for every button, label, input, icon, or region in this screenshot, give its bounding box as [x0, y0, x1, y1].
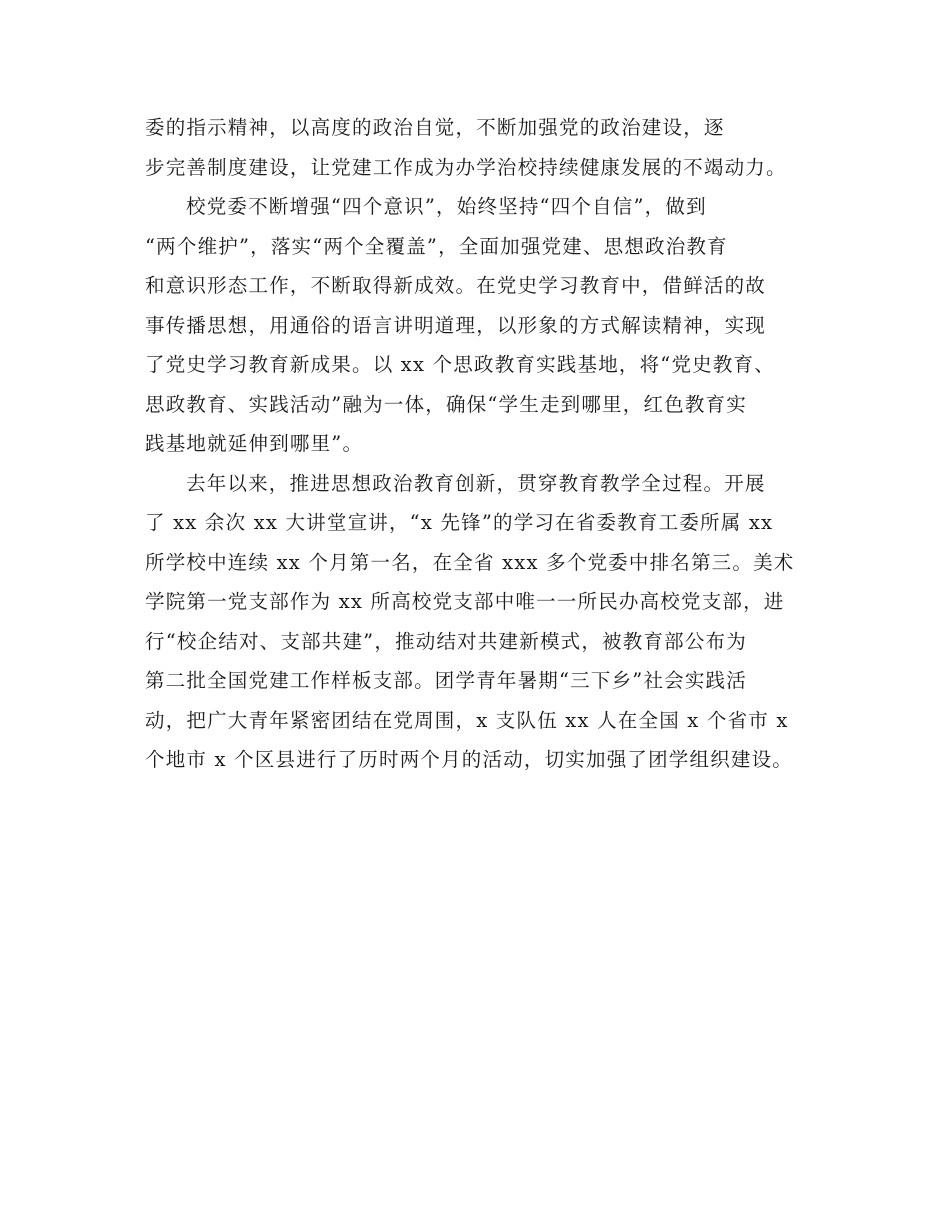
paragraph-start-line: 校党委不断增强“四个意识”，始终坚持“四个自信”，做到 — [186, 195, 707, 218]
text-line: 思政教育、实践活动”融为一体，确保“学生走到哪里，红色教育实 — [145, 392, 747, 416]
body-text — [145, 108, 825, 780]
text-line: “两个维护”，落实“两个全覆盖”，全面加强党建、思想政治教育 — [145, 234, 728, 258]
text-line: 学院第一党支部作为 xx 所高校党支部中唯一一所民办高校党支部，进 — [145, 590, 785, 613]
text-line: 个地市 x 个区县进行了历时两个月的活动，切实加强了团学组织建设。 — [145, 748, 793, 771]
text-line: 践基地就延伸到哪里”。 — [145, 432, 364, 455]
text-line: 事传播思想，用通俗的语言讲明道理，以形象的方式解读精神，实现 — [145, 313, 767, 337]
text-line: 了党史学习教育新成果。以 xx 个思政教育实践基地，将“党史教育、 — [145, 353, 775, 376]
text-line: 了 xx 余次 xx 大讲堂宣讲，“x 先锋”的学习在省委教育工委所属 xx — [145, 511, 774, 534]
text-line: 动，把广大青年紧密团结在党周围，x 支队伍 xx 人在全国 x 个省市 x — [145, 708, 789, 732]
paragraph-start-line: 去年以来，推进思想政治教育创新，贯穿教育教学全过程。开展 — [186, 471, 766, 495]
text-line: 行“校企结对、支部共建”，推动结对共建新模式，被教育部公布为 — [145, 629, 747, 653]
text-line: 第二批全国党建工作样板支部。团学青年暑期“三下乡”社会实践活 — [145, 669, 747, 692]
text-line: 委的指示精神，以高度的政治自觉，不断加强党的政治建设，逐 — [145, 116, 725, 139]
text-line: 和意识形态工作，不断取得新成效。在党史学习教育中，借鲜活的故 — [145, 274, 767, 297]
text-line: 步完善制度建设，让党建工作成为办学治校持续健康发展的不竭动力。 — [145, 155, 787, 179]
text-line: 所学校中连续 xx 个月第一名，在全省 xxx 多个党委中排名第三。美术 — [145, 550, 795, 574]
